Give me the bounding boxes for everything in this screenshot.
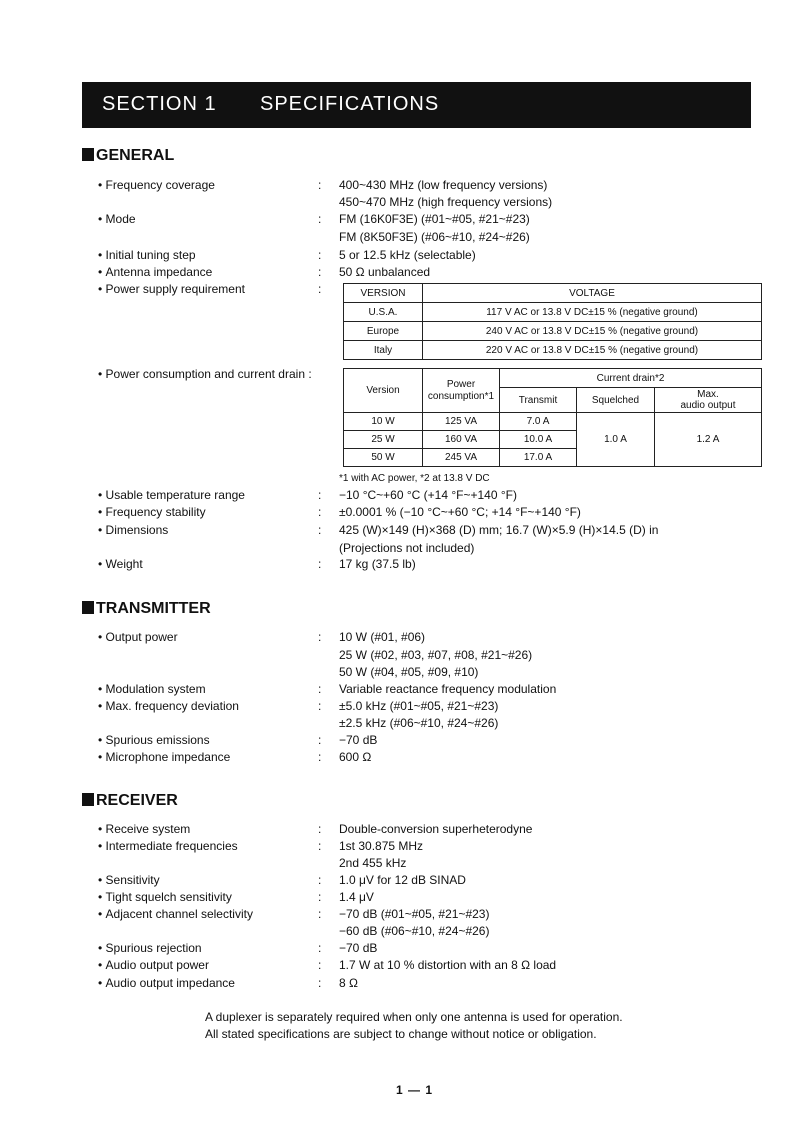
table-header: Squelched (577, 388, 655, 413)
temperature-value: −10 °C~+60 °C (+14 °F~+140 °F) (339, 488, 517, 502)
page-number: 1 — 1 (396, 1083, 434, 1097)
spurious-emissions-value: −70 dB (339, 733, 378, 747)
square-bullet-icon (82, 793, 94, 806)
power-supply-table (343, 283, 762, 360)
weight-value: 17 kg (37.5 lb) (339, 557, 416, 571)
spurious-rejection-label: • Spurious rejection (98, 941, 202, 955)
modulation-value: Variable reactance frequency modulation (339, 682, 557, 696)
table-footnote: *1 with AC power, *2 at 13.8 V DC (339, 473, 490, 484)
adjacent-selectivity-label: • Adjacent channel selectivity (98, 907, 253, 921)
table-header: Max. audio output (655, 388, 762, 413)
output-power-value-3: 50 W (#04, #05, #09, #10) (339, 665, 479, 679)
power-consumption-table (343, 368, 762, 467)
table-header: Version (344, 369, 423, 413)
table-header: Transmit (500, 388, 577, 413)
change-notice: All stated specifications are subject to change without notice or obligation. (205, 1027, 597, 1041)
deviation-label: • Max. frequency deviation (98, 699, 239, 713)
audio-output-impedance-label: • Audio output impedance (98, 976, 235, 990)
adjacent-selectivity-value: −70 dB (#01~#05, #21~#23) (339, 907, 490, 921)
intermediate-frequencies-value: 1st 30.875 MHz (339, 839, 424, 853)
output-power-value: 10 W (#01, #06) (339, 630, 426, 644)
table-row: 25 W 160 VA 10.0 A (344, 431, 762, 449)
deviation-value-2: ±2.5 kHz (#06~#10, #24~#26) (339, 716, 499, 730)
table-header: Power consumption*1 (423, 369, 500, 413)
microphone-impedance-value: 600 Ω (339, 750, 372, 764)
spurious-emissions-label: • Spurious emissions (98, 733, 210, 747)
table-header: VOLTAGE (423, 284, 762, 303)
table-header: VERSION (344, 284, 423, 303)
transmitter-heading: TRANSMITTER (82, 600, 211, 618)
table-row: Europe 240 V AC or 13.8 V DC±15 % (negative ground) (344, 322, 762, 341)
squelched-value: 1.0 A (577, 413, 655, 467)
table-row: Italy 220 V AC or 13.8 V DC±15 % (negative ground) (344, 341, 762, 360)
table-header: Current drain*2 (500, 369, 762, 388)
dimensions-label: • Dimensions (98, 523, 168, 537)
dimensions-value: 425 (W)×149 (H)×368 (D) mm; 16.7 (W)×5.9 (H)×14.5 (D) in (339, 523, 659, 537)
adjacent-selectivity-value-2: −60 dB (#06~#10, #24~#26) (339, 924, 490, 938)
output-power-value-2: 25 W (#02, #03, #07, #08, #21~#26) (339, 648, 533, 662)
squelch-sensitivity-value: 1.4 μV (339, 890, 374, 904)
frequency-coverage-value-2: 450~470 MHz (high frequency versions) (339, 195, 553, 209)
frequency-coverage-label: • Frequency coverage (98, 178, 215, 192)
frequency-stability-label: • Frequency stability (98, 505, 206, 519)
intermediate-frequencies-label: • Intermediate frequencies (98, 839, 238, 853)
mode-value-2: FM (8K50F3E) (#06~#10, #24~#26) (339, 230, 530, 244)
temperature-label: • Usable temperature range (98, 488, 245, 502)
output-power-label: • Output power (98, 630, 178, 644)
table-row: U.S.A. 117 V AC or 13.8 V DC±15 % (negative ground) (344, 303, 762, 322)
weight-label: • Weight (98, 557, 143, 571)
dimensions-value-2: (Projections not included) (339, 541, 475, 555)
square-bullet-icon (82, 601, 94, 614)
squelch-sensitivity-label: • Tight squelch sensitivity (98, 890, 232, 904)
general-heading: GENERAL (82, 147, 174, 165)
microphone-impedance-label: • Microphone impedance (98, 750, 230, 764)
tuning-step-label: • Initial tuning step (98, 248, 196, 262)
sensitivity-label: • Sensitivity (98, 873, 160, 887)
mode-label: • Mode (98, 212, 136, 226)
receiver-heading: RECEIVER (82, 792, 178, 810)
mode-value: FM (16K0F3E) (#01~#05, #21~#23) (339, 212, 530, 226)
section-number: SECTION 1 (102, 93, 217, 115)
audio-output-power-value: 1.7 W at 10 % distortion with an 8 Ω load (339, 958, 557, 972)
antenna-impedance-label: • Antenna impedance (98, 265, 212, 279)
antenna-impedance-value: 50 Ω unbalanced (339, 265, 431, 279)
deviation-value: ±5.0 kHz (#01~#05, #21~#23) (339, 699, 499, 713)
frequency-coverage-value: 400~430 MHz (low frequency versions) (339, 178, 548, 192)
square-bullet-icon (82, 148, 94, 161)
tuning-step-value: 5 or 12.5 kHz (selectable) (339, 248, 476, 262)
power-supply-label: • Power supply requirement (98, 282, 245, 296)
power-consumption-label: • Power consumption and current drain : (98, 367, 312, 381)
table-row: 50 W 245 VA 17.0 A (344, 449, 762, 467)
table-row: 10 W 125 VA 7.0 A 1.0 A 1.2 A (344, 413, 762, 431)
spurious-rejection-value: −70 dB (339, 941, 378, 955)
section-banner (82, 82, 751, 128)
sensitivity-value: 1.0 μV for 12 dB SINAD (339, 873, 466, 887)
max-audio-value: 1.2 A (655, 413, 762, 467)
receive-system-label: • Receive system (98, 822, 190, 836)
frequency-stability-value: ±0.0001 % (−10 °C~+60 °C; +14 °F~+140 °F) (339, 505, 581, 519)
audio-output-power-label: • Audio output power (98, 958, 209, 972)
audio-output-impedance-value: 8 Ω (339, 976, 358, 990)
modulation-label: • Modulation system (98, 682, 206, 696)
receive-system-value: Double-conversion superheterodyne (339, 822, 533, 836)
duplexer-note: A duplexer is separately required when only one antenna is used for operation. (205, 1010, 623, 1024)
section-title: SPECIFICATIONS (260, 93, 440, 115)
intermediate-frequencies-value-2: 2nd 455 kHz (339, 856, 407, 870)
